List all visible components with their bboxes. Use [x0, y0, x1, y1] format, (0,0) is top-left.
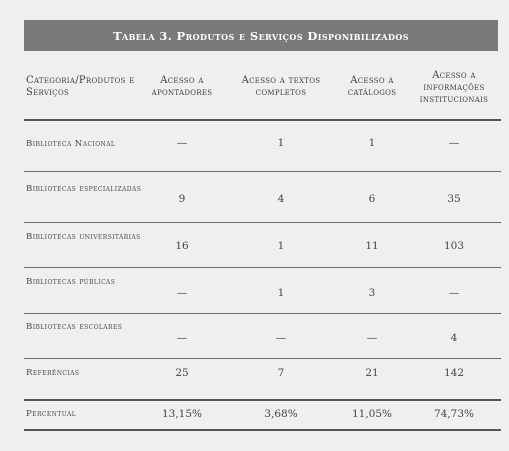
row-divider: [24, 222, 501, 223]
header-rule: [24, 119, 501, 121]
header-category: Categoria/Produtos e Serviços: [26, 75, 135, 98]
cell-textos: 1: [277, 240, 285, 252]
footer-textos: 3,68%: [264, 408, 298, 420]
row-divider: [24, 358, 501, 359]
header-informacoes-institucionais: Acesso a informações institucionais: [419, 70, 489, 105]
cell-apontadores: —: [176, 137, 188, 149]
footer-category: Percentual: [26, 409, 77, 419]
cell-catalogos: 6: [368, 193, 376, 205]
cell-apontadores: 16: [175, 240, 189, 252]
header-catalogos: Acesso a catálogos: [347, 75, 397, 98]
row-category: Bibliotecas universitárias: [26, 232, 141, 242]
cell-textos: 1: [277, 287, 285, 299]
cell-apontadores: 25: [175, 367, 189, 379]
footer-catalogos: 11,05%: [351, 408, 393, 420]
header-textos-completos: Acesso a textos completos: [241, 75, 321, 98]
footer-rule-bottom: [24, 429, 501, 431]
cell-textos: 7: [277, 367, 285, 379]
cell-textos: 1: [277, 137, 285, 149]
footer-rule-top: [24, 399, 501, 401]
cell-institucionais: —: [448, 137, 460, 149]
row-category: Bibliotecas escolares: [26, 322, 123, 332]
cell-institucionais: 103: [443, 240, 465, 252]
row-divider: [24, 267, 501, 268]
cell-institucionais: 4: [450, 332, 458, 344]
cell-catalogos: 21: [365, 367, 379, 379]
cell-apontadores: 9: [178, 193, 186, 205]
row-divider: [24, 313, 501, 314]
row-category: Bibliotecas públicas: [26, 277, 116, 287]
row-category: Referências: [26, 368, 80, 378]
cell-catalogos: 3: [368, 287, 376, 299]
footer-institucionais: 74,73%: [433, 408, 475, 420]
cell-catalogos: 1: [368, 137, 376, 149]
cell-apontadores: —: [176, 287, 188, 299]
row-category: Bibliotecas especializadas: [26, 184, 142, 194]
cell-catalogos: 11: [365, 240, 379, 252]
cell-apontadores: —: [176, 332, 188, 344]
footer-apontadores: 13,15%: [161, 408, 203, 420]
cell-textos: 4: [277, 193, 285, 205]
header-apontadores: Acesso a apontadores: [151, 75, 213, 98]
row-divider: [24, 171, 501, 172]
cell-institucionais: —: [448, 287, 460, 299]
table-title: Tabela 3. Produtos e Serviços Disponibilizados: [24, 20, 498, 51]
cell-institucionais: 142: [443, 367, 465, 379]
cell-textos: —: [275, 332, 287, 344]
cell-institucionais: 35: [447, 193, 461, 205]
row-category: Biblioteca Nacional: [26, 139, 116, 149]
cell-catalogos: —: [366, 332, 378, 344]
